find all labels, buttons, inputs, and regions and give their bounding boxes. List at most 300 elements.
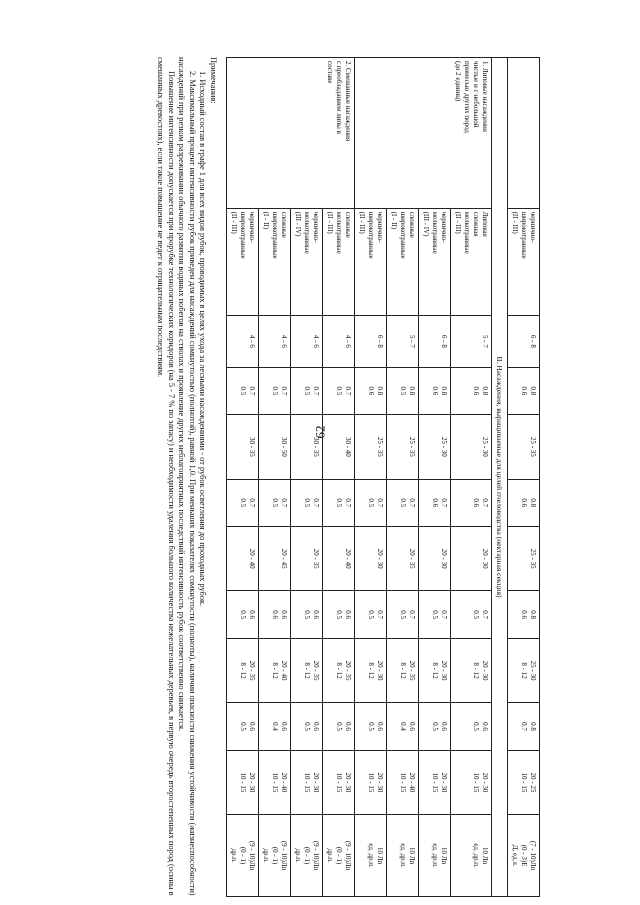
cell-text: 0.6	[520, 386, 528, 396]
cell-text: 0.5	[239, 610, 247, 620]
table-cell	[323, 208, 355, 316]
table-row	[451, 58, 492, 897]
table-cell	[291, 815, 323, 897]
table-cell	[323, 415, 355, 480]
table-cell	[355, 316, 387, 368]
cell-text: 30 - 50	[280, 436, 288, 457]
table-cell	[355, 415, 387, 480]
cell-text: 0.6	[280, 610, 288, 620]
cell-text: 20 - 45	[280, 548, 288, 569]
cell-text: 5 - 7	[481, 335, 489, 348]
table-cell	[355, 750, 387, 815]
table-cell	[419, 703, 451, 750]
thinning-table	[226, 57, 540, 897]
cell-text: 0.5	[431, 610, 439, 620]
table-cell	[259, 316, 291, 368]
table-cell	[419, 208, 451, 316]
cell-text: 10 Лп	[481, 846, 489, 865]
cell-text: 10 - 15	[367, 772, 375, 793]
page-number: 62	[312, 425, 328, 439]
cell-text: 0.7	[520, 722, 528, 731]
cell-text: 20 - 40	[280, 772, 288, 793]
cell-text: 20 - 35	[408, 548, 416, 569]
cell-text: ед. др.п.	[399, 843, 407, 868]
cell-text: 0.7	[280, 498, 288, 508]
cell-text: 25 - 30	[481, 436, 489, 457]
cell-text: 25 - 35	[529, 548, 537, 569]
cell-text: 2. Смешанные насаждения	[344, 61, 352, 142]
table-cell	[227, 703, 259, 750]
cell-text: 0.8	[529, 722, 537, 731]
cell-text: 0.7	[312, 498, 320, 508]
table-cell	[451, 208, 492, 316]
cell-text: 20 - 30	[481, 548, 489, 569]
cell-text: 25 - 35	[529, 436, 537, 457]
cell-text: (I - II)	[262, 211, 270, 230]
table-cell	[291, 479, 323, 526]
cell-text: 0.5	[472, 722, 480, 731]
cell-text: 0.6	[408, 722, 416, 731]
cell-text: мелкотравные	[335, 211, 343, 254]
cell-text: широкотравные	[239, 211, 247, 259]
cell-text: др.п.	[230, 848, 238, 863]
cell-text: 0.5	[271, 498, 279, 508]
cell-text: (II - III)	[358, 211, 366, 234]
cell-text: 20 - 35	[312, 548, 320, 569]
cell-text: 10 - 15	[520, 772, 528, 793]
cell-text: 0.8	[376, 386, 384, 396]
table-cell	[291, 591, 323, 638]
table-cell	[323, 316, 355, 368]
cell-text: 0.5	[367, 722, 375, 731]
cell-text: 6 - 8	[376, 335, 384, 348]
table-cell	[508, 591, 540, 638]
table-cell	[508, 316, 540, 368]
cell-text: 20 - 40	[248, 548, 256, 569]
table-cell	[323, 703, 355, 750]
table-cell	[419, 367, 451, 414]
cell-text: широкотравные	[399, 211, 407, 259]
table-cell	[227, 58, 355, 209]
table-cell	[291, 750, 323, 815]
cell-text: 20 - 30	[481, 660, 489, 681]
cell-text: 10 - 15	[303, 772, 311, 793]
table-cell	[419, 316, 451, 368]
cell-text: 20 - 30	[376, 548, 384, 569]
cell-text: 0.8	[529, 498, 537, 508]
cell-text: 0.8	[440, 386, 448, 396]
cell-text: (0 - 1)	[271, 846, 279, 865]
cell-text: (9 - 10)Лп	[280, 840, 288, 871]
table-cell	[508, 58, 540, 209]
cell-text: составе	[326, 61, 334, 84]
cell-text: 0.6	[431, 498, 439, 508]
table-cell	[451, 703, 492, 750]
table-cell	[227, 815, 259, 897]
note-3: Повышение интенсивности допускается при прорубке технологических коридоров (на 5 - 7 % по запасу) и необходимости удаления большого количества нежелательных деревьев, в первую очередь второстепенных пород (осины в смешанных древостоях), если такое повышение не ведет к отрицательным последствиям.	[156, 57, 176, 896]
cell-text: 0.8	[529, 386, 537, 396]
table-cell	[508, 479, 540, 526]
cell-text: сложные	[280, 211, 288, 238]
cell-text: (до 2 единиц)	[454, 61, 462, 102]
table-cell	[259, 208, 291, 316]
cell-text: 0.7	[280, 386, 288, 396]
note-2: 2. Максимальный процент интенсивности рубок приведен для насаждений сомкнутостью (полнотой), равной 1,0. При меньших показателях сомкнутости (полноты), наличии опасности снижения устойчивости (жизнеспособности) насаждений при резком разреживании обычного развития водяных побегов на стволах и проявление других неблагоприятных последствий интенсивность рубок соответственно снижается.	[177, 57, 197, 896]
table-cell	[508, 526, 540, 591]
table-cell	[323, 815, 355, 897]
cell-text: 10 - 15	[239, 772, 247, 793]
cell-text: (III - IV)	[294, 211, 302, 237]
cell-text: Д, ед.л.	[511, 844, 519, 867]
cell-text: 0.7	[408, 498, 416, 508]
cell-text: (II - III)	[511, 211, 519, 234]
cell-text: ед. др.п.	[431, 843, 439, 868]
table-cell	[323, 750, 355, 815]
table-cell	[451, 591, 492, 638]
cell-text: 10 - 15	[335, 772, 343, 793]
cell-text: сложные	[344, 211, 352, 238]
table-cell	[387, 815, 419, 897]
cell-text: 0.5	[239, 386, 247, 396]
cell-text: 20 - 30	[440, 772, 448, 793]
cell-text: 20 - 30	[440, 660, 448, 681]
cell-text: 0.6	[280, 722, 288, 731]
cell-text: 0.6	[271, 610, 279, 620]
cell-text: 10 - 15	[399, 772, 407, 793]
cell-text: (0 - 1)	[303, 846, 311, 865]
cell-text: 8 - 12	[431, 662, 439, 679]
table-cell	[387, 750, 419, 815]
table-cell	[227, 591, 259, 638]
cell-text: 0.8	[529, 610, 537, 620]
cell-text: ед. др.п.	[367, 843, 375, 868]
table-cell	[508, 638, 540, 703]
cell-text: 0.7	[312, 386, 320, 396]
cell-text: 0.5	[303, 610, 311, 620]
table-cell	[419, 638, 451, 703]
cell-text: 8 - 12	[520, 662, 528, 679]
table-cell	[323, 638, 355, 703]
table-cell	[323, 591, 355, 638]
cell-text: 0.6	[344, 722, 352, 731]
table-cell	[227, 415, 259, 480]
table-cell	[419, 815, 451, 897]
cell-text: 20 - 30	[248, 772, 256, 793]
cell-text: 30 - 40	[344, 436, 352, 457]
table-cell	[419, 479, 451, 526]
table-cell	[291, 415, 323, 480]
cell-text: (II - III)	[454, 211, 462, 234]
table-cell	[227, 750, 259, 815]
cell-text: 5 - 7	[408, 335, 416, 348]
cell-text: 25 - 35	[408, 436, 416, 457]
table-cell	[323, 479, 355, 526]
cell-text: 0.6	[312, 722, 320, 731]
cell-text: 0.7	[248, 498, 256, 508]
cell-text: (III - IV)	[422, 211, 430, 237]
cell-text: 0.5	[303, 386, 311, 396]
table-cell	[323, 526, 355, 591]
cell-text: 20 - 30	[481, 772, 489, 793]
cell-text: 20 - 40	[280, 660, 288, 681]
cell-text: 0.7	[440, 498, 448, 508]
cell-text: 0.5	[399, 610, 407, 620]
cell-text: 0.5	[239, 722, 247, 731]
table-cell	[451, 367, 492, 414]
cell-text: 0.6	[367, 386, 375, 396]
cell-text: 4 - 6	[344, 335, 352, 348]
cell-text: 0.6	[344, 610, 352, 620]
cell-text: 0.6	[472, 498, 480, 508]
cell-text: 10 - 15	[431, 772, 439, 793]
cell-text: широкотравные	[520, 211, 528, 259]
table-cell	[387, 638, 419, 703]
cell-text: 0.4	[271, 722, 279, 731]
cell-text: 0.5	[431, 722, 439, 731]
cell-text: 0.7	[248, 386, 256, 396]
cell-text: 8 - 12	[335, 662, 343, 679]
cell-text: сложная	[472, 211, 480, 237]
cell-text: 0.5	[367, 498, 375, 508]
table-cell	[291, 208, 323, 316]
cell-text: 0.6	[248, 610, 256, 620]
cell-text: черничнo-	[248, 211, 256, 243]
cell-text: 0.4	[399, 722, 407, 731]
table-cell	[419, 750, 451, 815]
cell-text: 0.7	[408, 610, 416, 620]
table-cell	[291, 316, 323, 368]
cell-text: 0.6	[440, 722, 448, 731]
cell-text: 0.8	[481, 386, 489, 396]
cell-text: 25 - 30	[440, 436, 448, 457]
cell-text: 4 - 6	[280, 335, 288, 348]
cell-text: 0.6	[481, 722, 489, 731]
table-cell	[387, 208, 419, 316]
table-cell	[291, 638, 323, 703]
table-cell	[227, 316, 259, 368]
table-cell	[451, 750, 492, 815]
table-cell	[508, 703, 540, 750]
cell-text: (II - III)	[326, 211, 334, 234]
cell-text: 0.8	[408, 386, 416, 396]
cell-text: черничнo-	[440, 211, 448, 243]
cell-text: 25 - 30	[529, 660, 537, 681]
cell-text: 25 - 35	[376, 436, 384, 457]
notes-heading: Примечания:	[209, 57, 218, 104]
cell-text: ед. др.п.	[472, 843, 480, 868]
table-cell	[387, 703, 419, 750]
table-cell	[451, 815, 492, 897]
table-cell	[259, 703, 291, 750]
cell-text: 0.6	[472, 386, 480, 396]
cell-text: др.п.	[262, 848, 270, 863]
cell-text: (9 - 10)Лп	[248, 840, 256, 871]
cell-text: 20 - 35	[408, 660, 416, 681]
cell-text: 1. Липовые насаждения	[481, 61, 489, 132]
cell-text: 6 - 8	[529, 335, 537, 348]
cell-text: 0.5	[271, 386, 279, 396]
cell-text: 0.7	[481, 610, 489, 620]
cell-text: 10 - 15	[271, 772, 279, 793]
cell-text: 0.7	[440, 610, 448, 620]
cell-text: 10 Лп	[408, 846, 416, 865]
cell-text: 20 - 30	[376, 660, 384, 681]
cell-text: 20 - 40	[344, 548, 352, 569]
cell-text: 6 - 8	[440, 335, 448, 348]
cell-text: 0.5	[472, 610, 480, 620]
table-cell	[508, 415, 540, 480]
cell-text: чистые и с небольшой	[472, 61, 480, 128]
table-cell	[291, 367, 323, 414]
table-cell	[355, 526, 387, 591]
table-cell	[355, 479, 387, 526]
cell-text: (I - II)	[390, 211, 398, 230]
cell-text: 0.5	[335, 722, 343, 731]
table-cell	[227, 638, 259, 703]
cell-text: 0.5	[399, 386, 407, 396]
cell-text: 20 - 30	[344, 772, 352, 793]
table-cell	[227, 526, 259, 591]
cell-text: 20 - 35	[344, 660, 352, 681]
table-cell	[291, 526, 323, 591]
cell-text: 30 - 35	[312, 436, 320, 457]
cell-text: 0.6	[431, 386, 439, 396]
table-cell	[355, 638, 387, 703]
cell-text: 8 - 12	[303, 662, 311, 679]
cell-text: сложные	[408, 211, 416, 238]
cell-text: 0.7	[344, 498, 352, 508]
cell-text: 4 - 6	[248, 335, 256, 348]
note-1: 1. Исходный состав в графе 1 для всех видов рубок, проводимых в целях ухода за лесными насаждениями - от рубок осветления до проходных рубок.	[198, 71, 208, 607]
cell-text: 20 - 25	[529, 772, 537, 793]
cell-text: 30 - 35	[248, 436, 256, 457]
cell-text: (0 - 1)	[239, 846, 247, 865]
cell-text: черничнo-	[376, 211, 384, 243]
table-cell	[323, 367, 355, 414]
cell-text: 20 - 30	[440, 548, 448, 569]
cell-text: Липовая	[481, 211, 489, 237]
table-cell	[387, 316, 419, 368]
table-cell	[355, 703, 387, 750]
cell-text: 0.5	[335, 386, 343, 396]
table-cell	[227, 208, 259, 316]
cell-text: 0.7	[376, 498, 384, 508]
cell-text: 20 - 35	[248, 660, 256, 681]
cell-text: 8 - 12	[271, 662, 279, 679]
table-cell	[259, 479, 291, 526]
table-cell	[259, 638, 291, 703]
table-cell	[419, 591, 451, 638]
table-cell	[259, 815, 291, 897]
cell-text: 10 Лп	[376, 846, 384, 865]
cell-text: др.п.	[294, 848, 302, 863]
cell-text: 0.5	[303, 498, 311, 508]
table-cell	[387, 367, 419, 414]
cell-text: 0.7	[344, 386, 352, 396]
table-cell	[451, 316, 492, 368]
table-cell	[259, 415, 291, 480]
table-cell	[355, 208, 387, 316]
section-row	[492, 58, 508, 897]
cell-text: 8 - 12	[367, 662, 375, 679]
section-title: II. Насаждения, выращиваемые для целей пчеловодства (нектарная секция)	[492, 58, 508, 897]
cell-text: (7 - 10)Лп	[529, 840, 537, 871]
cell-text: мелкотравные	[303, 211, 311, 254]
table-cell	[291, 703, 323, 750]
cell-text: 0.7	[481, 498, 489, 508]
table-cell	[508, 208, 540, 316]
cell-text: 4 - 6	[312, 335, 320, 348]
table-cell	[451, 526, 492, 591]
table-cell	[387, 415, 419, 480]
rotated-page-content	[100, 57, 540, 897]
table-cell	[355, 367, 387, 414]
cell-text: с преобладанием липы в	[335, 61, 343, 134]
table-row	[508, 58, 540, 897]
table-cell	[451, 415, 492, 480]
table-cell	[259, 591, 291, 638]
table-cell	[508, 367, 540, 414]
cell-text: 0.5	[367, 610, 375, 620]
table-cell	[259, 367, 291, 414]
cell-text: 8 - 12	[472, 662, 480, 679]
cell-text: 0.6	[312, 610, 320, 620]
cell-text: 0.6	[520, 610, 528, 620]
cell-text: 8 - 12	[239, 662, 247, 679]
table-cell	[259, 750, 291, 815]
cell-text: 10 Лп	[440, 846, 448, 865]
cell-text: (0 - 3)Е	[520, 844, 528, 867]
cell-text: 20 - 35	[312, 660, 320, 681]
cell-text: мелкотравные	[431, 211, 439, 254]
cell-text: (II - III)	[230, 211, 238, 234]
table-cell	[355, 591, 387, 638]
cell-text: 0.5	[303, 722, 311, 731]
cell-text: широкотравные	[367, 211, 375, 259]
table-cell	[355, 58, 492, 209]
table-cell	[227, 479, 259, 526]
table-cell	[387, 591, 419, 638]
cell-text: 0.6	[376, 722, 384, 731]
cell-text: 20 - 30	[376, 772, 384, 793]
cell-text: 0.6	[248, 722, 256, 731]
cell-text: 20 - 30	[312, 772, 320, 793]
table-cell	[451, 479, 492, 526]
table-cell	[419, 415, 451, 480]
cell-text: 0.5	[335, 610, 343, 620]
cell-text: (9 - 10)Лп	[312, 840, 320, 871]
cell-text: 8 - 12	[399, 662, 407, 679]
table-row	[323, 58, 355, 897]
table-cell	[451, 638, 492, 703]
cell-text: 0.5	[399, 498, 407, 508]
cell-text: мелкотравные	[463, 211, 471, 254]
cell-text: 0.5	[335, 498, 343, 508]
table-cell	[355, 815, 387, 897]
cell-text: 10 - 15	[472, 772, 480, 793]
table-cell	[508, 750, 540, 815]
cell-text: 0.6	[520, 498, 528, 508]
table-cell	[259, 526, 291, 591]
table-cell	[508, 815, 540, 897]
table-cell	[419, 526, 451, 591]
cell-text: (9 - 10)Лп	[344, 840, 352, 871]
cell-text: 0.7	[376, 610, 384, 620]
cell-text: 0.5	[239, 498, 247, 508]
table-cell	[387, 526, 419, 591]
cell-text: примесью других пород	[463, 61, 471, 133]
table-cell	[227, 367, 259, 414]
